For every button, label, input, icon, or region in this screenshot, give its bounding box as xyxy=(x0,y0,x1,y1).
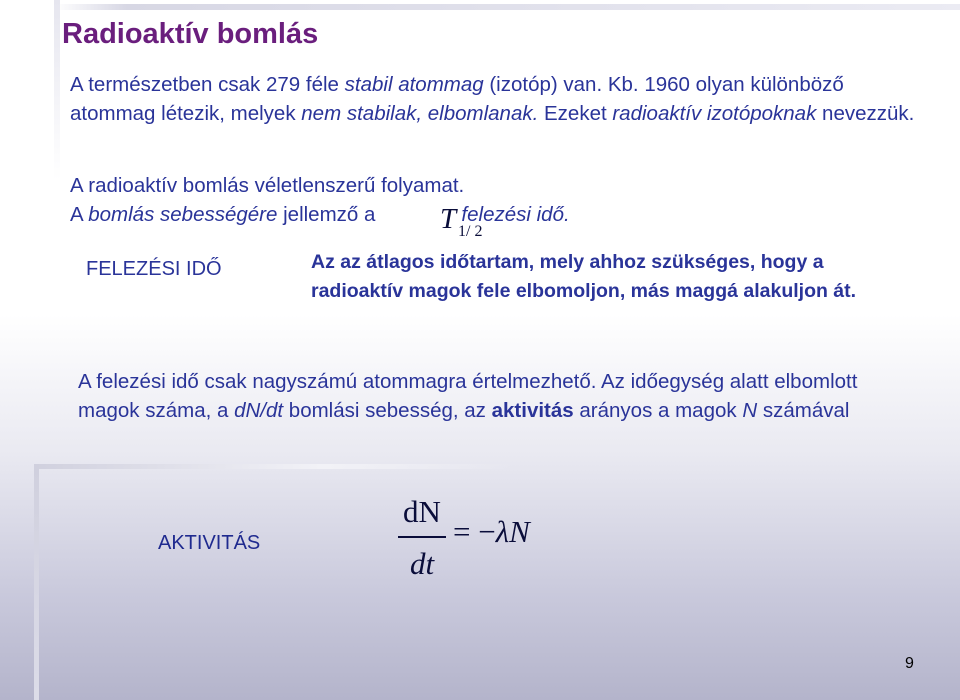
intro-em-1: stabil atommag xyxy=(344,73,484,96)
intro-em-3: radioaktív izotópoknak xyxy=(612,102,817,125)
intro-text-2: (izotóp) van. Kb. 1960 olyan különböző atommag létezik, melyek xyxy=(70,73,844,125)
rate-em-a: bomlás sebességére xyxy=(88,203,278,226)
intro-paragraph xyxy=(70,70,930,128)
rate-text-a: A xyxy=(70,203,89,226)
intro-em-2: nem stabilak, elbomlanak. xyxy=(301,102,539,125)
formula-n: N xyxy=(509,514,530,549)
page-number: 9 xyxy=(905,655,914,672)
apply-em-n: N xyxy=(742,399,758,422)
intro-text-1: A természetben csak 279 féle xyxy=(70,73,345,96)
halflife-subscript: 1/ 2 xyxy=(458,223,483,240)
formula-equals: = xyxy=(453,514,471,549)
apply-text-a: A felezési idő csak nagyszámú atommagra értelmezhető. Az időegység alatt elbomlott magok száma, a xyxy=(78,370,858,422)
formula-minus: − xyxy=(478,514,496,549)
apply-em-dndt: dN/dt xyxy=(234,399,284,422)
decor-bar-top xyxy=(54,4,960,10)
formula-lambda: λ xyxy=(495,514,510,549)
apply-text-e: arányos a magok xyxy=(573,399,743,422)
rate-text-b: jellemző a xyxy=(277,203,376,226)
apply-bold-activity: aktivitás xyxy=(491,399,574,422)
activity-paragraph xyxy=(78,367,898,425)
formula-fraction xyxy=(398,492,446,584)
intro-text-4: nevezzük. xyxy=(816,102,915,125)
fraction-line xyxy=(398,536,446,538)
formula-numerator: dN xyxy=(403,494,441,529)
slide-title: Radioaktív bomlás xyxy=(62,18,319,50)
halflife-term: FELEZÉSI IDŐ xyxy=(86,258,222,280)
formula-denominator: dt xyxy=(409,545,435,581)
decor-bar-top-vertical xyxy=(54,0,60,180)
intro-text-3: Ezeket xyxy=(538,102,613,125)
apply-text-g: számával xyxy=(757,399,850,422)
halflife-symbol: T xyxy=(440,203,457,235)
rate-em-c: felezési idő. xyxy=(461,203,570,226)
decay-rate-line xyxy=(70,200,570,229)
formula-rhs xyxy=(453,514,530,550)
apply-text-c: bomlási sebesség, az xyxy=(283,399,492,422)
decor-bar-lower-vertical xyxy=(34,464,39,700)
decor-bar-lower xyxy=(34,464,514,469)
halflife-definition: Az az átlagos időtartam, mely ahhoz szükséges, hogy a radioaktív magok fele elbomoljon, más maggá alakuljon át. xyxy=(311,251,857,302)
activity-term: AKTIVITÁS xyxy=(158,532,261,554)
random-process-line: A radioaktív bomlás véletlenszerű folyamat. xyxy=(70,174,465,197)
